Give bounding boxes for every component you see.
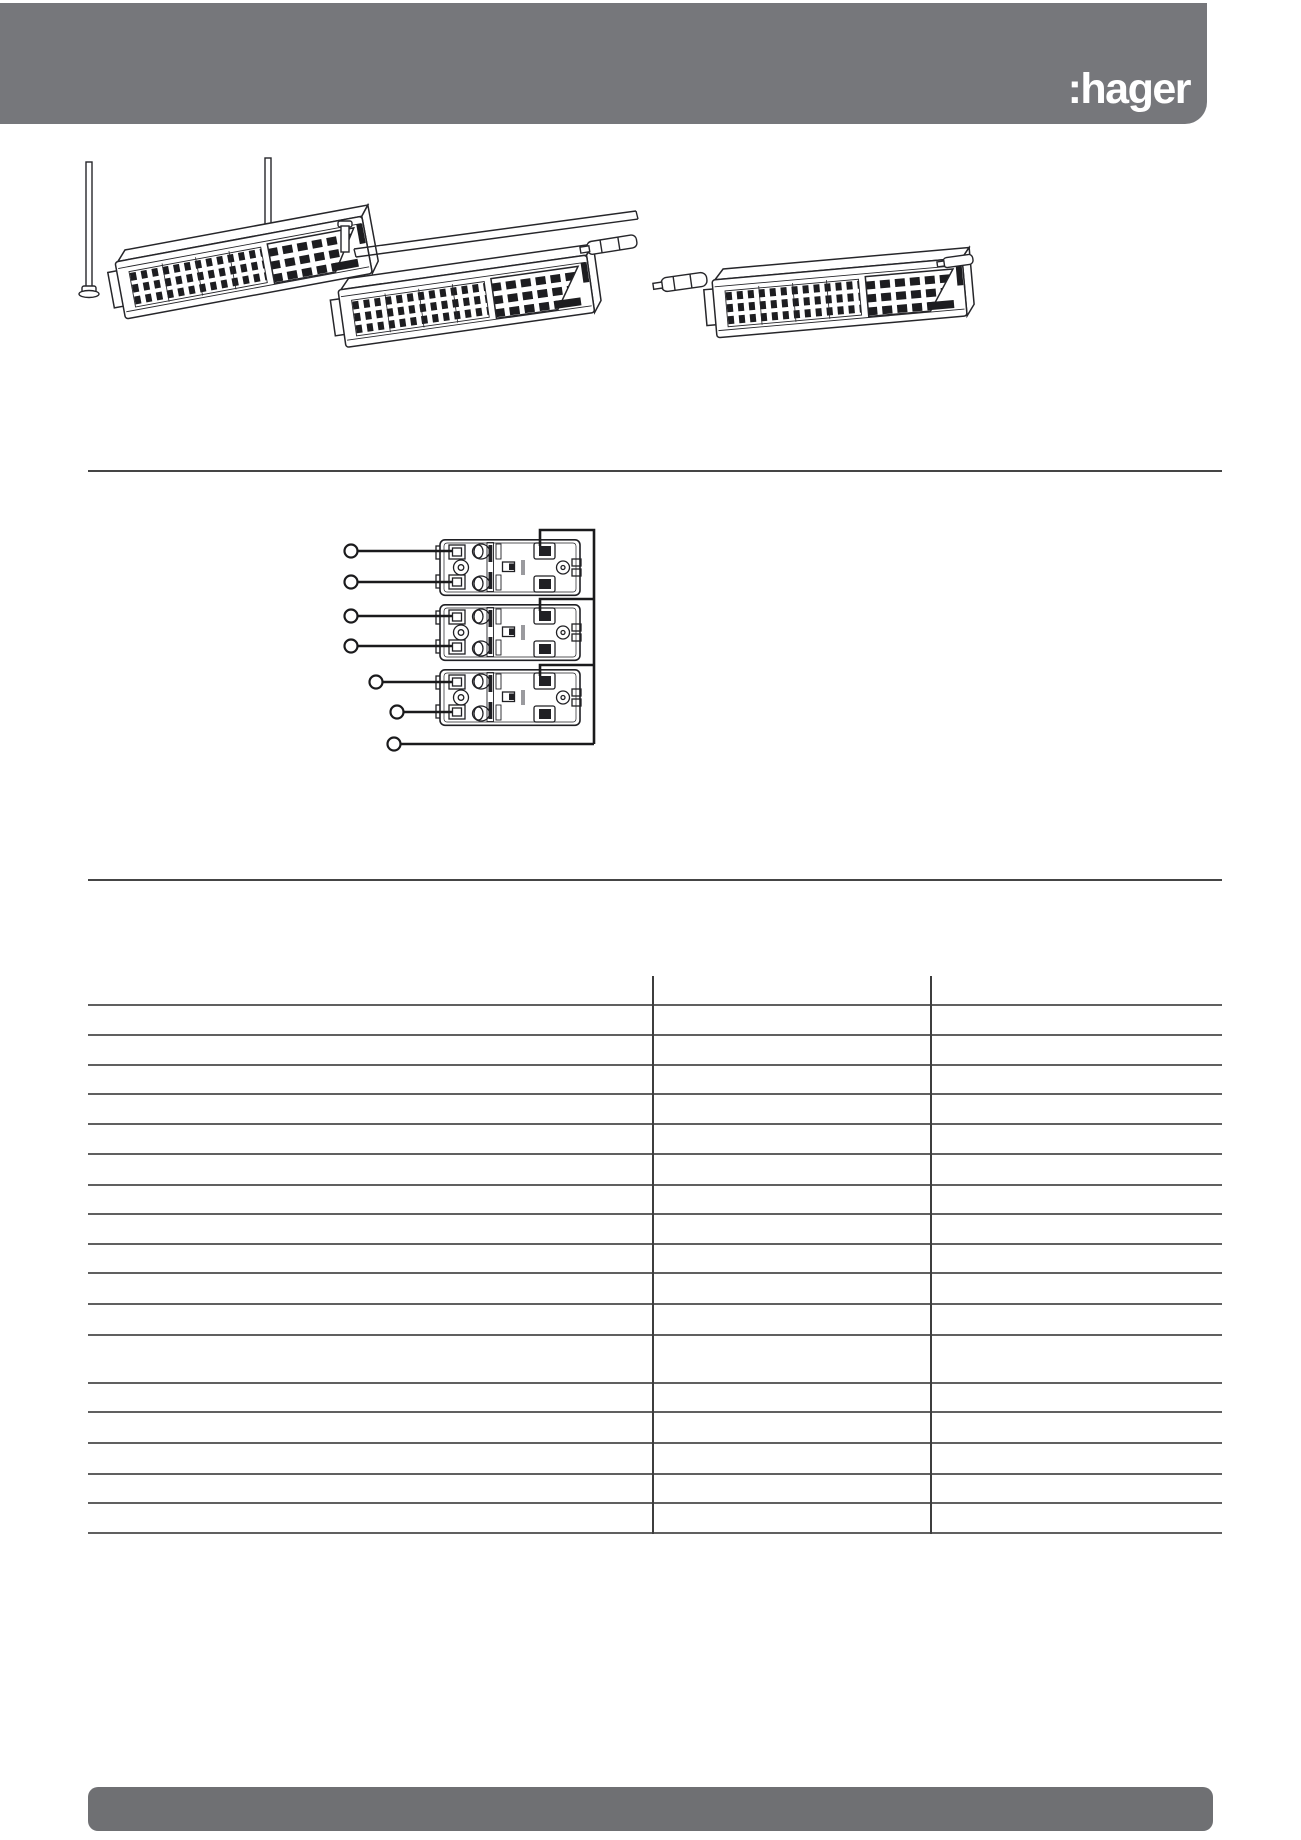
spec-table [88, 976, 1222, 1534]
table-row [88, 1155, 1222, 1186]
fixing-clip-icon [579, 234, 637, 256]
table-header-row [88, 976, 1222, 1006]
table-row [88, 1186, 1222, 1215]
table-row [88, 1006, 1222, 1036]
table-row [88, 1444, 1222, 1475]
table-row [88, 1095, 1222, 1125]
table-row [88, 1125, 1222, 1155]
table-row [88, 1504, 1222, 1534]
header-bar [0, 3, 1207, 124]
diagram-modules [436, 540, 581, 726]
table-row [88, 1413, 1222, 1444]
table-row [88, 1036, 1222, 1066]
footer-bar [88, 1787, 1213, 1831]
table-column-line-2 [930, 976, 932, 1534]
table-row [88, 1475, 1222, 1504]
table-row [88, 1305, 1222, 1336]
section-divider-bottom [88, 879, 1222, 881]
table-row [88, 1274, 1222, 1305]
table-row [88, 1066, 1222, 1095]
section-divider-top [88, 470, 1222, 472]
table-row [88, 1245, 1222, 1274]
wiring-diagram [330, 520, 610, 760]
hager-logo: :hager [1067, 65, 1190, 113]
table-column-line-1 [652, 976, 654, 1534]
product-illustrations [60, 140, 980, 350]
fixing-clip-icon [652, 272, 707, 293]
figure-unit-with-din-rail [328, 211, 638, 349]
figure-unit-with-mounting-pins [79, 158, 380, 321]
table-row [88, 1336, 1222, 1384]
figure-unit-with-fixing-clips [652, 247, 975, 338]
table-row [88, 1384, 1222, 1413]
callout-terminal [345, 545, 404, 751]
table-row [88, 1215, 1222, 1245]
